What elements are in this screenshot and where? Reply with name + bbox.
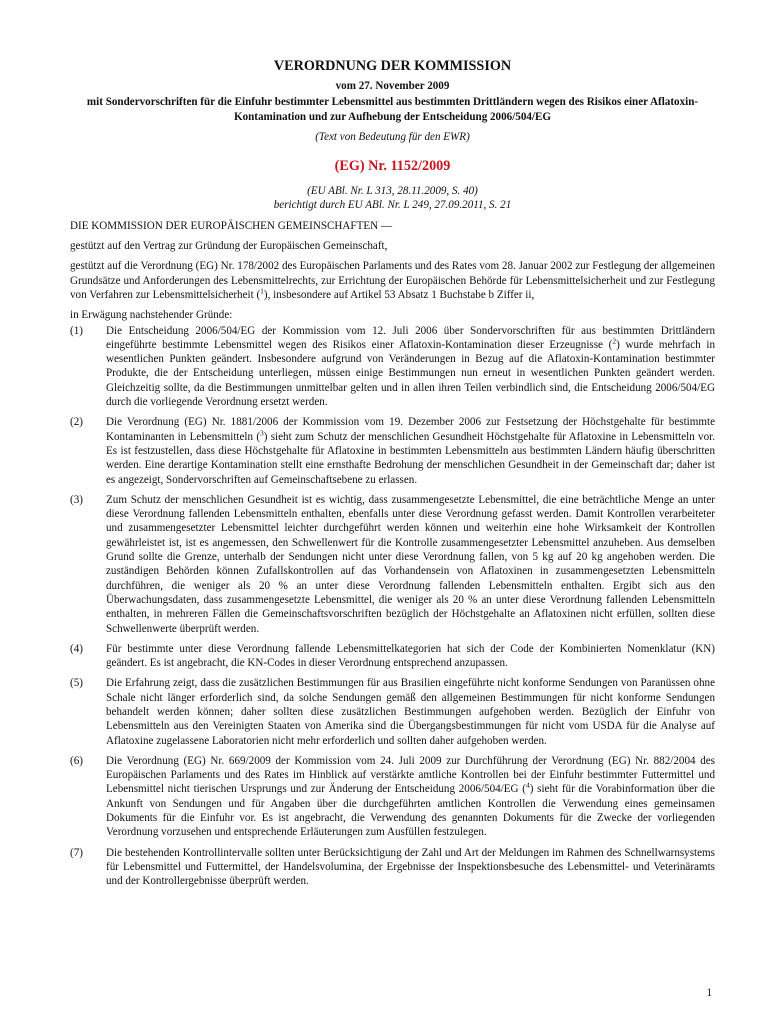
recital-number: (4) xyxy=(70,642,83,655)
footnote-ref: 2 xyxy=(612,336,617,346)
recital-5 xyxy=(70,676,715,747)
recital-number: (5) xyxy=(70,677,83,690)
recital-text: Die Erfahrung zeigt, dass die zusätzlichen Bestimmungen für aus Brasilien eingeführte nicht konforme Sendungen von Paranüssen ohne Schale nicht länger erforderlich sind, da solche Sendungen gemäß den allgemeinen Bestimmungen für nicht konforme Sendungen behandelt werden können; daher sollten diese zusätzlichen Bestimmungen aufgehoben werden. Bezüglich der Einfuhr von Lebensmitteln aus den Vereinigten Staaten von Amerika sind die Übergangsbestimmungen für nicht vom USDA für die Analyse auf Aflatoxine zugelassene Laboratorien nicht mehr erforderlich und sollten daher aufgehoben werden. xyxy=(106,677,715,747)
journal-reference: (EU ABl. Nr. L 313, 28.11.2009, S. 40) xyxy=(307,185,478,198)
having-regard-treaty: gestützt auf den Vertrag zur Gründung der Europäischen Gemeinschaft, xyxy=(70,240,388,253)
recital-number: (7) xyxy=(70,846,83,859)
corrigendum-reference: berichtigt durch EU ABl. Nr. L 249, 27.09.2011, S. 21 xyxy=(273,199,512,212)
text-segment: Die Entscheidung 2006/504/EG der Kommission vom 12. Juli 2006 über Sondervorschriften für aus bestimmten Drittländern eingeführte bestimmte Lebensmittel wegen des Risikos einer Aflatoxin-Kontamination dieser Erzeugnisse ( xyxy=(106,324,715,351)
footnote-ref: 1 xyxy=(260,286,264,296)
recital-text xyxy=(106,415,715,486)
text-segment: ) sieht für die Vorabinformation über die Ankunft von Sendungen und für Angaben über die durchgeführten amtlichen Kontrollen die Verwendung eines gemeinsamen Dokuments für die Einfuhr vor. Es ist angebracht, die Verwendung des genannten Dokuments für die Zwecke der vorliegenden Verordnung vorzusehen und entsprechende Erläuterungen zum Ausfüllen festzulegen. xyxy=(106,783,715,839)
recital-text xyxy=(106,324,715,410)
recital-3 xyxy=(70,493,715,636)
recital-1 xyxy=(70,324,715,410)
eea-note: (Text von Bedeutung für den EWR) xyxy=(315,130,470,143)
text-segment: Die Verordnung (EG) Nr. 1881/2006 der Kommission vom 19. Dezember 2006 zur Festsetzung der Höchstgehalte für bestimmte Kontaminanten in Lebensmitteln ( xyxy=(106,416,715,443)
document-page xyxy=(70,58,715,895)
footnote-ref: 3 xyxy=(260,427,264,437)
recital-text xyxy=(106,754,715,840)
recital-4 xyxy=(70,642,715,671)
document-subject: mit Sondervorschriften für die Einfuhr bestimmter Lebensmittel aus bestimmten Drittländern wegen des Risikos einer Aflatoxin-Kontamination und zur Aufhebung der Entscheidung 2006/504/EG xyxy=(86,96,699,123)
text-segment: gestützt auf die Verordnung (EG) Nr. 178/2002 des Europäischen Parlaments und des Rates vom 28. Januar 2002 zur Festlegung der allgemeinen Grundsätze und Anforderungen des Lebensmittelrechts, zur Errichtung der Europäischen Behörde für Lebensmittelsicherheit und zur Festlegung von Verfahren zur Lebensmittelsicherheit ( xyxy=(70,260,715,301)
text-segment: Die Verordnung (EG) Nr. 669/2009 der Kommission vom 24. Juli 2009 zur Durchführung der Verordnung (EG) Nr. 882/2004 des Europäischen Parlaments und des Rates im Hinblick auf verstärkte amtliche Kontrollen bei der Einfuhr bestimmter Futtermittel und Lebensmittel nicht tierischen Ursprungs und zur Änderung der Entscheidung 2006/504/EG ( xyxy=(106,754,715,796)
recital-number: (6) xyxy=(70,754,83,767)
recital-text: Zum Schutz der menschlichen Gesundheit ist es wichtig, dass zusammengesetzte Lebensmittel, die eine beträchtliche Menge an unter diese Verordnung fallenden Lebensmitteln enthalten, ebenfalls unter diese Verordnung gefasst werden. Damit Kontrollen verarbeiteter und zusammengesetzter Lebensmittel leichter durchgeführt werden können und weiterhin eine hohe Wirksamkeit der Kontrollen gewährleistet ist, ist es angemessen, den Schwellenwert für die Kontrolle zusammengesetzter Lebensmittel anzuheben. Aus demselben Grund sollte die Grenze, unterhalb der Sendungen nicht unter diese Verordnung fallen, von 5 kg auf 20 kg angehoben werden. Die zuständigen Behörden können Zufallskontrollen auf das Vorhandensein von Aflatoxinen in zusammengesetzten Lebensmitteln durchführen, die weniger als 20 % an unter diese Verordnung fallenden Lebensmitteln enthalten. Ergibt sich aus den Überwachungsdaten, dass zusammengesetzte Lebensmittel, die weniger als 20 % an unter diese Verordnung fallenden Lebensmitteln enthalten, in mehreren Fällen die Gemeinschaftsvorschriften bezüglich der Höchstgehalte an Aflatoxinen nicht erfüllen, sollten diese Schwellenwerte überprüft werden. xyxy=(106,493,715,635)
page-number: 1 xyxy=(706,987,712,999)
recital-2 xyxy=(70,415,715,486)
document-date: vom 27. November 2009 xyxy=(335,80,450,92)
recital-number: (3) xyxy=(70,493,83,506)
having-regard-regulation xyxy=(70,259,715,302)
recital-text: Für bestimmte unter diese Verordnung fallende Lebensmittelkategorien hat sich der Code der Kombinierten Nomenklatur (KN) geändert. Es ist angebracht, die KN-Codes in dieser Verordnung entsprechend anzupassen. xyxy=(106,642,715,670)
whereas-heading: in Erwägung nachstehender Gründe: xyxy=(70,309,233,322)
document-title: VERORDNUNG DER KOMMISSION xyxy=(273,58,512,74)
text-segment: ) sieht zum Schutz der menschlichen Gesundheit Höchstgehalte für Aflatoxine in Lebensmitteln vor. Es ist festzustellen, dass diese Höchstgehalte für Aflatoxine in bestimmten Lebensmitteln aus bestimmten Ländern häufig überschritten werden. Eine derartige Kontamination stellt eine ernsthafte Bedrohung der menschlichen Gesundheit in der Gemeinschaft dar; daher ist es angezeigt, Sondervorschriften auf Gemeinschaftsebene zu erlassen. xyxy=(106,430,715,486)
recital-number: (2) xyxy=(70,416,83,429)
recital-number: (1) xyxy=(70,324,83,337)
recital-7 xyxy=(70,846,715,889)
text-segment: ), insbesondere auf Artikel 53 Absatz 1 Buchstabe b Ziffer ii, xyxy=(263,288,535,301)
preamble: DIE KOMMISSION DER EUROPÄISCHEN GEMEINSCHAFTEN — xyxy=(70,219,393,232)
recital-text: Die bestehenden Kontrollintervalle sollten unter Berücksichtigung der Zahl und Art der Meldungen im Rahmen des Schnellwarnsystems für Lebensmittel und Futtermittel, der Handelsvolumina, der Ergebnisse der Inspektionsbesuche des Lebensmittel- und Veterinäramts und der Kontrollergebnisse überprüft werden. xyxy=(106,846,715,888)
text-segment: ) wurde mehrfach in wesentlichen Punkten geändert. Insbesondere aufgrund von Veränderungen in Bezug auf die Aflatoxin-Kontamination bestimmter Produkte, die der Entscheidung unterliegen, müssen einige Bestimmungen nun erneut in wesentlichen Punkten geändert werden. Gleichzeitig sollte, da die Bestimmungen unmittelbar gelten und in allen ihren Teilen verbindlich sind, die Entscheidung 2006/504/EG durch die vorliegende Verordnung ersetzt werden. xyxy=(106,338,715,409)
footnote-ref: 4 xyxy=(525,780,530,790)
recital-6 xyxy=(70,754,715,840)
regulation-number: (EG) Nr. 1152/2009 xyxy=(334,158,451,175)
